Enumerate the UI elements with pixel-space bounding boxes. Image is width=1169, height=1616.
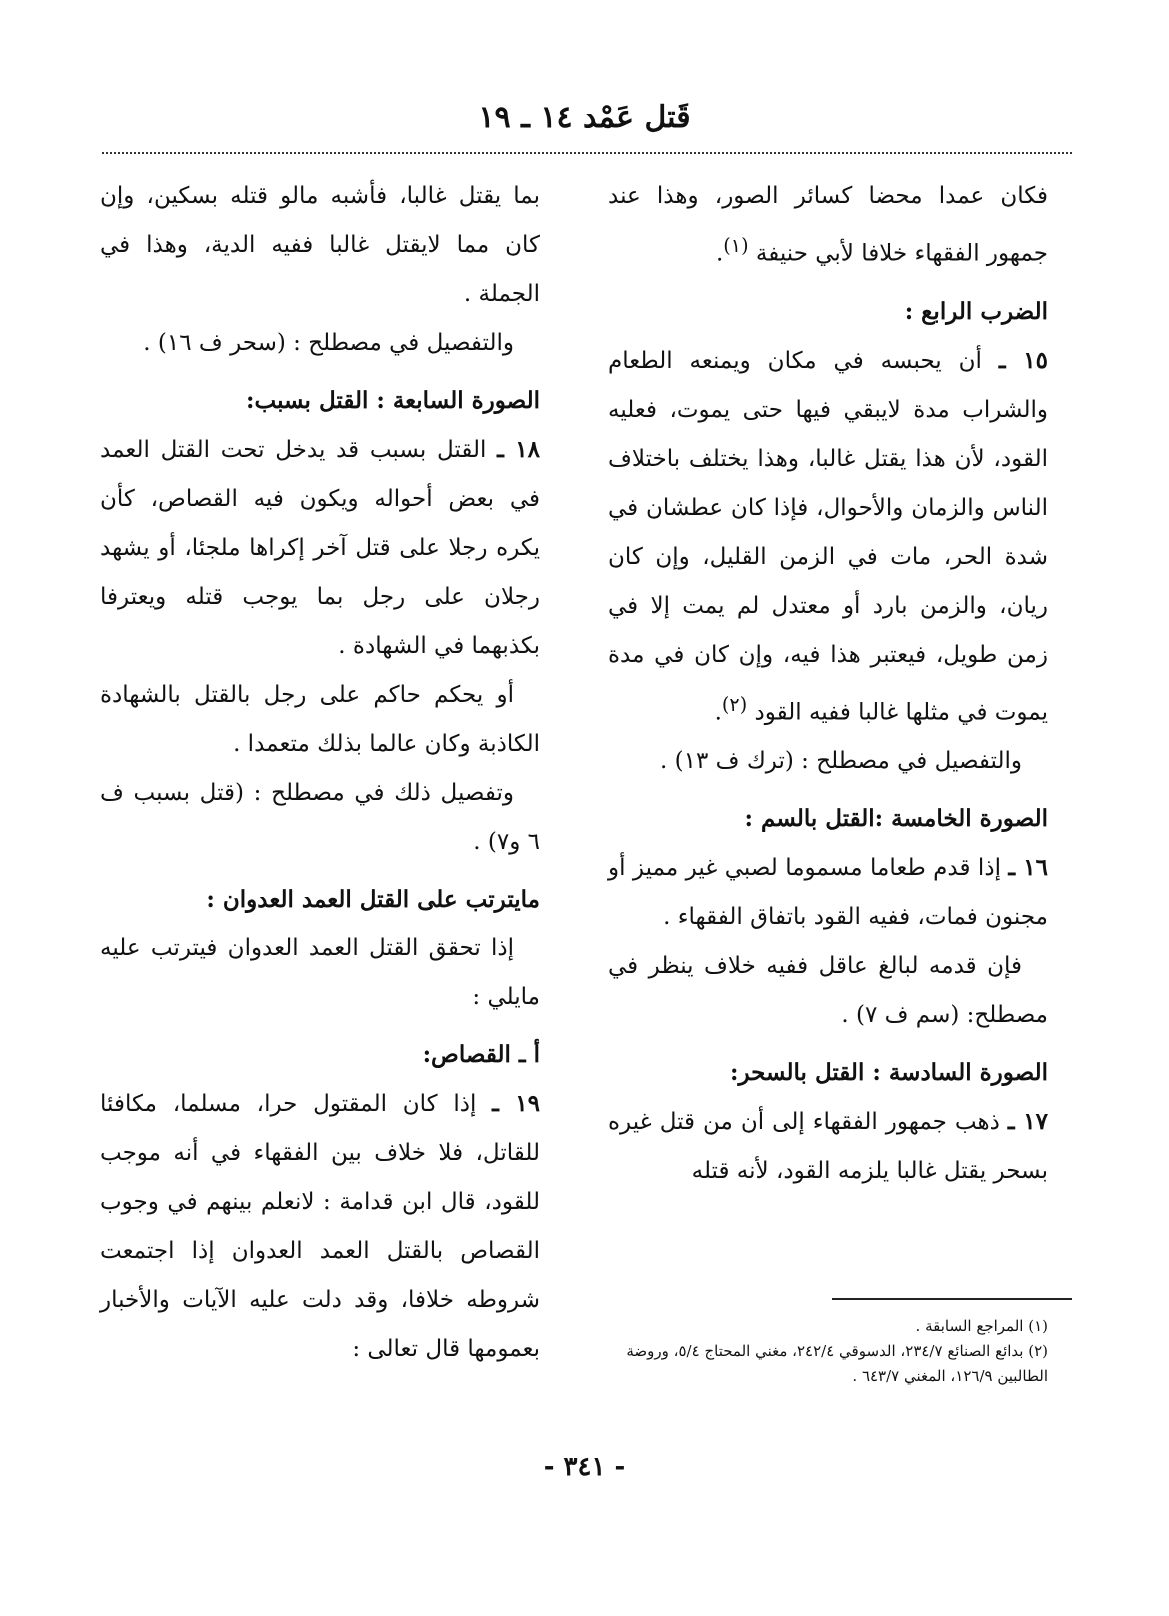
paragraph-18 xyxy=(100,425,540,671)
paragraph-text: إذا كان المقتول حرا، مسلما، مكافئا للقاتل، فلا خلاف بين الفقهاء في أنه موجب للقود، قال ابن قدامة : لانعلم بينهم في وجوب القصاص بالقتل العمد العدوان إذا اجتمعت شروطه خلافا، وقد دلت عليه الآيات والأخبار بعمومها قال تعالى : xyxy=(100,1091,540,1362)
section-heading-consequences: مايترتب على القتل العمد العدوان : xyxy=(206,886,540,913)
footnote-2: (٢) بدائع الصنائع ٢٣٤/٧، الدسوقي ٢٤٢/٤، مغني المحتاج ٥/٤، وروضة الطالبين ١٢٦/٩، المغني ٦٤٣/٧ . xyxy=(626,1342,1048,1385)
paragraph-19 xyxy=(100,1079,540,1374)
paragraph-text: إذا قدم طعاما مسموما لصبي غير مميز أو مجنون فمات، ففيه القود باتفاق الفقهاء . xyxy=(608,855,1048,931)
left-column xyxy=(100,172,540,1374)
paragraph-text: القتل بسبب قد يدخل تحت القتل العمد في بعض أحواله ويكون فيه القصاص، كأن يكره رجلا على قتل آخر إكراها ملجئا، أو يشهد رجلان على رجل بما يوجب قتله ويعترفا بكذبهما في الشهادة . xyxy=(100,437,540,659)
section-heading-magic: الصورة السادسة : القتل بالسحر: xyxy=(729,1059,1048,1087)
period: . xyxy=(715,240,724,267)
section-heading-cause: الصورة السابعة : القتل بسبب: xyxy=(246,387,540,414)
right-column xyxy=(608,172,1048,1196)
section-heading-poison: الصورة الخامسة :القتل بالسم : xyxy=(744,805,1048,833)
paragraph-number: ١٩ ـ xyxy=(492,1090,540,1117)
paragraph-16-b: فإن قدمه لبالغ عاقل ففيه خلاف ينظر في مصطلح: (سم ف ٧) . xyxy=(608,953,1048,1029)
paragraph-15-detail: والتفصيل في مصطلح : (ترك ف ١٣) . xyxy=(660,748,1022,775)
paragraph-18-c: وتفصيل ذلك في مصطلح : (قتل بسبب ف ٦ و٧) . xyxy=(100,780,540,855)
paragraph-17-detail: والتفصيل في مصطلح : (سحر ف ١٦) . xyxy=(143,330,514,356)
section-heading-type4: الضرب الرابع : xyxy=(904,297,1048,325)
header-divider xyxy=(102,152,1072,154)
footnote-ref: (١) xyxy=(723,234,749,257)
paragraph-text: ذهب جمهور الفقهاء إلى أن من قتل غيره بسحر يقتل غالبا يلزمه القود، لأنه قتله xyxy=(608,1109,1048,1185)
paragraph-18-b: أو يحكم حاكم على رجل بالقتل بالشهادة الكاذبة وكان عالما بذلك متعمدا . xyxy=(100,682,540,757)
paragraph-14-end xyxy=(608,172,1048,279)
footnote-divider xyxy=(832,1298,1072,1300)
paragraph-consequences: إذا تحقق القتل العمد العدوان فيترتب عليه مايلي : xyxy=(100,935,540,1010)
paragraph-text: فكان عمدا محضا كسائر الصور، وهذا عند جمهور الفقهاء خلافا لأبي حنيفة xyxy=(608,183,1048,267)
paragraph-17 xyxy=(608,1097,1048,1196)
footnote-1: (١) المراجع السابقة . xyxy=(915,1317,1048,1335)
footnote-ref: (٢) xyxy=(721,692,748,716)
paragraph-number: ١٨ ـ xyxy=(497,436,540,463)
page-header: قَتل عَمْد ١٤ ـ ١٩ xyxy=(478,100,691,135)
paragraph-15 xyxy=(608,336,1048,738)
paragraph-17-continued: بما يقتل غالبا، فأشبه مالو قتله بسكين، وإن كان مما لايقتل غالبا ففيه الدية، وهذا في الجملة . xyxy=(100,183,540,307)
paragraph-number: ١٥ ـ xyxy=(998,346,1048,374)
paragraph-16 xyxy=(608,843,1048,942)
paragraph-number: ١٧ ـ xyxy=(1007,1108,1049,1136)
section-heading-retaliation: أ ـ القصاص: xyxy=(422,1041,540,1068)
page-number: - ٣٤١ - xyxy=(543,1452,626,1482)
paragraph-text: أن يحبسه في مكان ويمنعه الطعام والشراب مدة لايبقي فيها حتى يموت، فعليه القود، لأن هذا يقتل غالبا، وهذا يختلف باختلاف الناس والزمان والأحوال، فإذا كان عطشان في شدة الحر، مات في الزمن القليل، وإن كان ريان، والزمن بارد أو معتدل لم يمت إلا في زمن طويل، فيعتبر هذا فيه، وإن كان في مدة يموت في مثلها غالبا ففيه القود xyxy=(608,347,1048,726)
period: . xyxy=(714,699,722,726)
footnotes xyxy=(608,1314,1048,1389)
paragraph-number: ١٦ ـ xyxy=(1008,854,1049,882)
